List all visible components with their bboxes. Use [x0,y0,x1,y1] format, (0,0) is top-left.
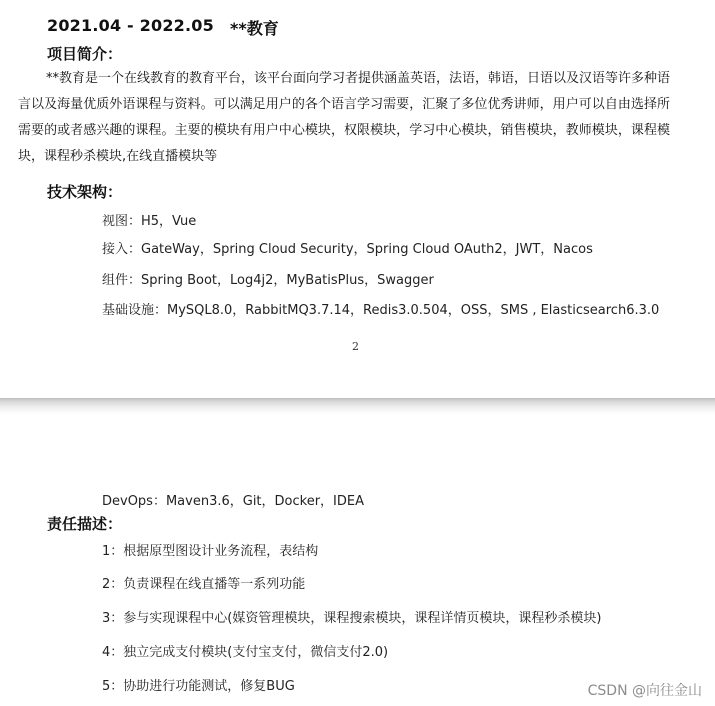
page-number: 2 [352,340,359,353]
intro-heading: 项目简介： [47,45,123,63]
project-period: 2021.04 - 2022.05 [47,16,214,35]
tech-line-view: 视图：H5，Vue [102,214,197,229]
tech-line-access: 接入：GateWay，Spring Cloud Security，Spring Cloud OAuth2，JWT，Nacos [102,242,593,257]
duties-heading: 责任描述： [47,515,123,533]
tech-line-components: 组件：Spring Boot，Log4j2，MyBatisPlus，Swagger [102,273,434,288]
intro-paragraph: **教育是一个在线教育的教育平台，该平台面向学习者提供涵盖英语，法语，韩语，日语以及汉语等许多种语言以及海量优质外语课程与资料。可以满足用户的各个语言学习需要，汇聚了多位优秀讲师，用户可以自由选择所需要的或者感兴趣的课程。主要的模块有用户中心模块，权限模块，学习中心模块，销售模块，教师模块，课程模块，课程秒杀模块,在线直播模块等 [18,71,671,164]
tech-line-infrastructure: 基础设施：MySQL8.0，RabbitMQ3.7.14，Redis3.0.504，OSS，SMS , Elasticsearch6.3.0 [102,303,660,318]
csdn-watermark: CSDN @向往金山 [587,683,702,699]
tech-line-devops: DevOps：Maven3.6，Git，Docker，IDEA [102,494,364,509]
document-page-bottom [0,414,715,706]
duty-item: 5：协助进行功能测试，修复BUG [102,679,295,694]
duty-item: 1：根据原型图设计业务流程，表结构 [102,544,319,559]
project-company: **教育 [230,19,279,38]
duty-item: 2：负责课程在线直播等一系列功能 [102,577,306,592]
duty-item: 4：独立完成支付模块(支付宝支付，微信支付2.0) [102,645,389,660]
duty-item: 3：参与实现课程中心(媒资管理模块，课程搜索模块，课程详情页模块，课程秒杀模块) [102,611,602,626]
tech-heading: 技术架构： [47,183,123,201]
page-separator [0,398,715,414]
